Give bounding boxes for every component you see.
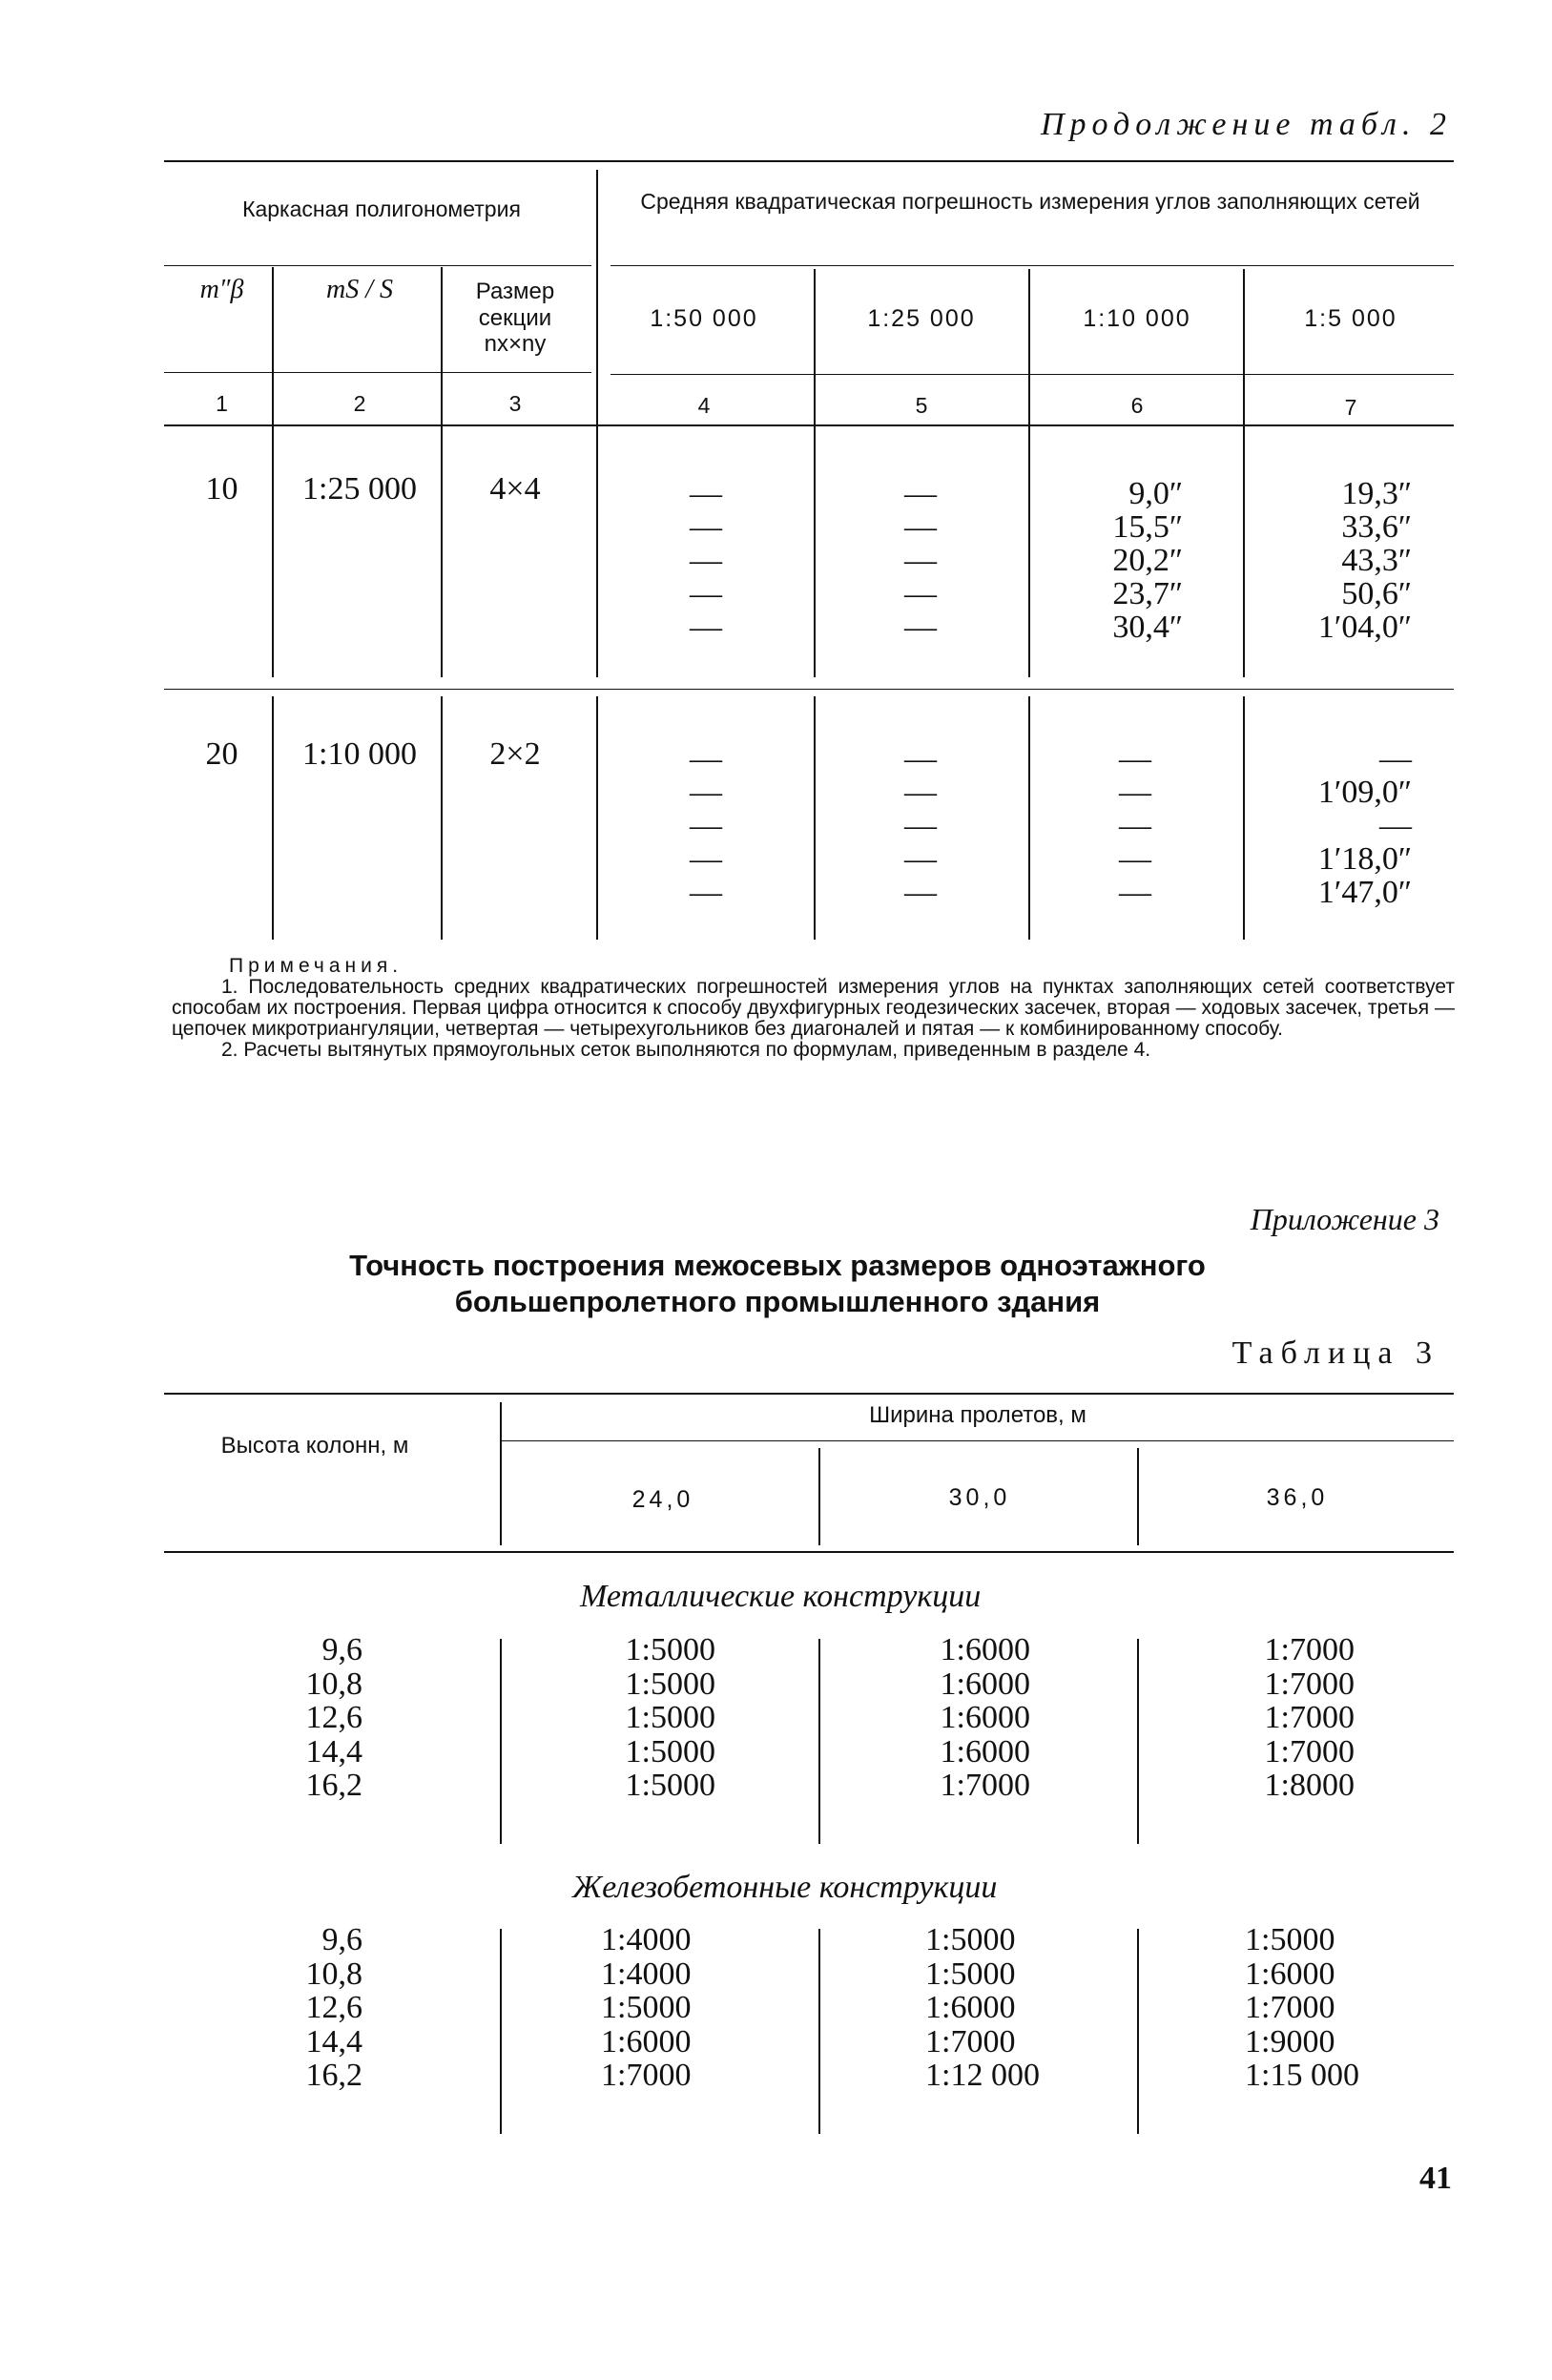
t2-r1-col7: 19,3″ 33,6″ 43,3″ 50,6″ 1′04,0″: [1317, 476, 1412, 645]
col-m-beta-header: m″β: [199, 275, 244, 304]
scale-header-2: 1:25 000: [867, 305, 976, 332]
col-number-3: 3: [508, 391, 522, 416]
col-number-6: 6: [1130, 393, 1144, 418]
t3-s1-col2: 1:6000 1:6000 1:6000 1:6000 1:7000: [940, 1632, 1030, 1803]
t2-vline-1a: [272, 267, 274, 677]
t2-vline-4a: [814, 269, 816, 677]
table2-body-top-rule: [164, 424, 1454, 426]
t3-s1-heights: 9,6 10,8 12,6 14,4 16,2: [305, 1632, 362, 1803]
t2-vline-5b: [1028, 696, 1030, 940]
table3-header-left: Высота колонн, м: [220, 1433, 409, 1459]
note-1: 1. Последовательность средних квадратических погрешностей измерения углов на пунктах заполняющих сетей соответствует способам их построения. Первая цифра относится к способу двухфигурных геодезических засечек, вторая — ходовых засечек, третья — цепочек микротриангуляции, четвертая — четырехугольников без диагоналей и пятая — к комбинированному способу.: [172, 976, 1455, 1040]
page-number: 41: [1419, 2161, 1452, 2196]
t2-r2-ms-s: 1:10 000: [302, 736, 417, 772]
section-metallic-title: Металлические конструкции: [580, 1579, 982, 1614]
scale-header-3: 1:10 000: [1083, 305, 1191, 332]
col-number-2: 2: [353, 391, 366, 416]
t2-vline-6a: [1243, 269, 1245, 677]
table3-header-sub-rule: [501, 1440, 1454, 1441]
t3-s1-vline-2: [818, 1639, 820, 1844]
t3-s2-heights: 9,6 10,8 12,6 14,4 16,2: [305, 1922, 362, 2093]
notes-title: Примечания.: [229, 955, 404, 977]
scale-header-4: 1:5 000: [1304, 305, 1397, 332]
t3-s1-col1: 1:5000 1:5000 1:5000 1:5000 1:5000: [625, 1632, 715, 1803]
t2-vline-5a: [1028, 269, 1030, 677]
section-concrete-title: Железобетонные конструкции: [572, 1870, 998, 1905]
t2-r2-m-beta: 20: [205, 736, 238, 772]
t2-vline-2b: [441, 696, 443, 940]
width-header-1: 24,0: [631, 1486, 694, 1513]
t2-r2-col4: — — — — —: [690, 741, 722, 910]
t3-s2-col3: 1:5000 1:6000 1:7000 1:9000 1:15 000: [1245, 1922, 1359, 2093]
t2-r1-size: 4×4: [489, 471, 541, 507]
t3-s2-vline-2: [818, 1929, 820, 2134]
table3-label: Таблица 3: [1231, 1335, 1439, 1371]
table3-header-right: Ширина пролетов, м: [869, 1402, 1086, 1428]
col-ms-header: mS / S: [326, 275, 393, 304]
note-2: 2. Расчеты вытянутых прямоугольных сеток выполняются по формулам, приведенным в разделе 4.: [221, 1039, 1151, 1061]
t3-header-vline-2: [818, 1448, 820, 1545]
table2-header-sub-rule-right: [610, 265, 1454, 266]
t2-vline-2a: [441, 267, 443, 677]
continuation-title: Продолжение табл. 2: [1040, 107, 1452, 142]
t2-r1-col5: — — — — —: [904, 476, 937, 645]
table3-top-rule: [164, 1393, 1454, 1395]
table2-header-right: Средняя квадратическая погрешность измерения углов заполняющих сетей: [640, 189, 1420, 214]
t2-r2-col7: — 1′09,0″ — 1′18,0″ 1′47,0″: [1317, 741, 1412, 910]
table3-body-top-rule: [164, 1551, 1454, 1553]
t2-vline-1b: [272, 696, 274, 940]
col-number-7: 7: [1344, 395, 1357, 420]
notes-block: [172, 956, 1455, 1061]
col-size-header: Размер секции nx×ny: [475, 279, 555, 358]
table2-col-number-rule-left: [164, 372, 591, 373]
t3-s1-col3: 1:7000 1:7000 1:7000 1:7000 1:8000: [1264, 1632, 1355, 1803]
t2-r2-col5: — — — — —: [904, 741, 937, 910]
t2-r2-col6: — — — — —: [1119, 741, 1151, 910]
table2-row-separator: [164, 689, 1454, 690]
appendix-title: Точность построения межосевых размеров одноэтажного большепролетного промышленного здания: [349, 1249, 1206, 1318]
t2-r1-ms-s: 1:25 000: [302, 471, 417, 507]
t2-r2-size: 2×2: [489, 736, 541, 772]
t3-s1-vline-3: [1137, 1639, 1139, 1844]
col-number-5: 5: [915, 393, 928, 418]
t2-vline-3b: [596, 696, 598, 940]
t2-r1-m-beta: 10: [205, 471, 238, 507]
t2-vline-6b: [1243, 696, 1245, 940]
width-header-2: 30,0: [948, 1484, 1011, 1511]
col-number-1: 1: [216, 391, 228, 416]
t3-s2-vline-1: [500, 1929, 502, 2134]
table2-col-number-rule-right: [610, 374, 1454, 375]
t3-s2-col1: 1:4000 1:4000 1:5000 1:6000 1:7000: [601, 1922, 692, 2093]
width-header-3: 36,0: [1266, 1484, 1329, 1511]
t3-s2-col2: 1:5000 1:5000 1:6000 1:7000 1:12 000: [925, 1922, 1040, 2093]
appendix-label: Приложение 3: [1250, 1202, 1439, 1236]
t2-r1-col4: — — — — —: [690, 476, 722, 645]
table2-header-left: Каркасная полигонометрия: [242, 197, 521, 221]
t3-header-vline-3: [1137, 1448, 1139, 1545]
t3-s1-vline-1: [500, 1639, 502, 1844]
t2-vline-3a: [596, 170, 598, 677]
t3-s2-vline-3: [1137, 1929, 1139, 2134]
col-number-4: 4: [697, 393, 711, 418]
table2-header-sub-rule-left: [164, 265, 591, 266]
table2-top-rule: [164, 160, 1454, 162]
t2-r1-col6: 9,0″ 15,5″ 20,2″ 23,7″ 30,4″: [1112, 476, 1183, 645]
t2-vline-4b: [814, 696, 816, 940]
scale-header-1: 1:50 000: [650, 305, 758, 332]
t3-header-vline-1: [500, 1402, 502, 1545]
